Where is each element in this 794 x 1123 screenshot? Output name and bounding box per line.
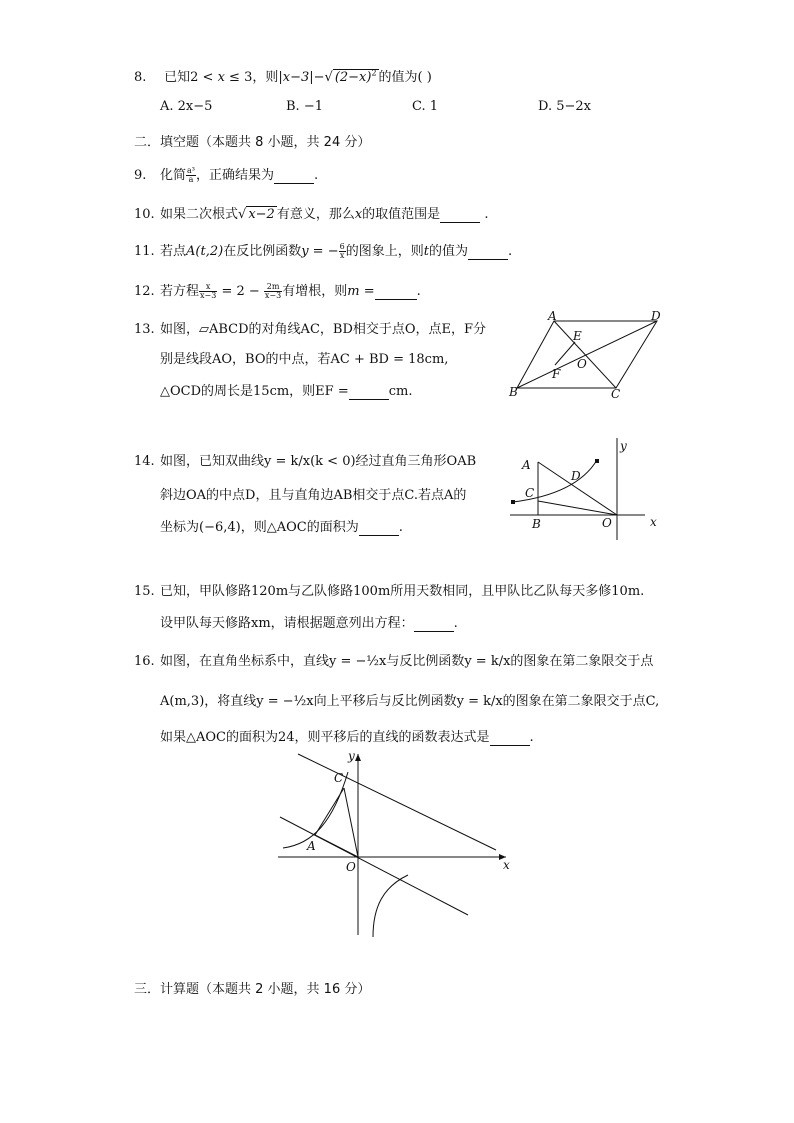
question-number: 15. (134, 584, 155, 599)
line-through-origin (280, 817, 468, 915)
answer-blank[interactable] (468, 244, 508, 260)
question-16-line-2: A(m,3)，将直线y = −½x向上平移后与反比例函数y = k/x的图象在第二象限交于点C, (160, 694, 660, 709)
answer-blank[interactable] (349, 384, 389, 400)
answer-blank[interactable] (274, 168, 314, 184)
option-c: C. 1 (412, 99, 439, 114)
question-9: 9. 化简 $\frac{\text{a³}}{a}$ ，正确结果为 . (134, 166, 319, 184)
question-12: 12. 若方程 $\frac{x}{x-3}$ = 2 − $\frac{2m}{x-3}$ 有增根，则m = . (134, 282, 421, 300)
question-16: 16. 如图，在直角坐标系中，直线y = −½x与反比例函数y = k/x的图象在第二象限交于点 (134, 654, 654, 669)
label-a: A (307, 839, 316, 853)
shifted-line (298, 754, 496, 850)
segment-oa (315, 835, 358, 857)
section-heading-calculation: 三．计算题（本题共 2 小题，共 16 分） (134, 982, 371, 997)
label-b: B (509, 385, 518, 399)
label-f: F (552, 367, 561, 381)
fraction: $\frac{\text{a³}}{a}$ (187, 166, 195, 184)
option-d: D. 5−2x (538, 99, 591, 114)
label-o: O (577, 357, 587, 371)
label-o: O (346, 860, 356, 874)
answer-blank[interactable] (440, 207, 480, 223)
label-y: y (620, 439, 627, 453)
label-a: A (548, 309, 557, 323)
label-d: D (651, 309, 661, 323)
answer-blank[interactable] (375, 284, 417, 300)
question-number: 11. (134, 244, 155, 259)
label-b: B (532, 517, 541, 531)
question-8 (134, 66, 432, 85)
diagonal-ac (554, 321, 616, 388)
question-13-line-2: 别是线段AO，BO的中点，若AC + BD = 18cm, (160, 352, 449, 367)
label-x: x (650, 515, 657, 529)
question-number: 8. (134, 70, 147, 85)
option-a: A. 2x−5 (160, 99, 213, 114)
question-stem: 已知2 < x ≤ 3，则|x−3|−√ $(2-x)^2$ 的值为( ) (164, 68, 432, 85)
curve-endpoint (595, 459, 599, 463)
label-c: C (334, 771, 344, 785)
segment-oc (344, 788, 358, 857)
answer-blank[interactable] (359, 520, 399, 536)
parallelogram-figure (505, 308, 665, 400)
question-number: 10. (134, 207, 155, 222)
hyperbola-branch-4th-quadrant (373, 875, 408, 937)
label-y: y (348, 749, 355, 763)
label-c: C (611, 387, 621, 401)
question-14-line-2: 斜边OA的中点D，且与直角边AB相交于点C.若点A的 (160, 488, 467, 503)
label-d: D (571, 469, 581, 483)
label-a: A (522, 458, 531, 472)
question-15-line-2: 设甲队每天修路xm，请根据题意列出方程： . (160, 616, 458, 631)
label-x: x (503, 858, 510, 872)
label-e: E (573, 329, 582, 343)
sqrt-expression: $(2-x)^2$ (334, 68, 377, 85)
question-number: 12. (134, 284, 155, 299)
curve-endpoint (511, 500, 515, 504)
question-13-line-3: △OCD的周长是15cm，则EF = cm. (160, 384, 413, 399)
section-heading-fill-in: 二．填空题（本题共 8 小题，共 24 分） (134, 135, 371, 150)
segment-oc (538, 501, 617, 515)
question-10: 10. 如果二次根式√ x−2 有意义，那么x的取值范围是 . (134, 207, 489, 222)
label-c: C (525, 486, 535, 500)
question-14: 14. 如图，已知双曲线y = k/x(k < 0)经过直角三角形OAB (134, 454, 477, 469)
answer-blank[interactable] (414, 616, 454, 632)
question-15: 15. 已知，甲队修路120m与乙队修路100m所用天数相同，且甲队比乙队每天多修10m. (134, 584, 645, 599)
question-13: 13. 如图，▱ABCD的对角线AC，BD相交于点O，点E，F分 (134, 322, 487, 337)
question-number: 16. (134, 654, 155, 669)
question-number: 14. (134, 454, 155, 469)
answer-blank[interactable] (490, 730, 530, 746)
hyperbola-triangle-figure (505, 438, 665, 543)
question-16-line-3: 如果△AOC的面积为24，则平移后的直线的函数表达式是 . (160, 730, 534, 745)
option-b: B. −1 (286, 99, 323, 114)
question-number: 13. (134, 322, 155, 337)
question-number: 9. (134, 168, 147, 183)
question-11: 11. 若点A(t,2)在反比例函数y = − $\frac{6}{x}$ 的图象上，则t的值为 . (134, 242, 513, 260)
question-14-line-3: 坐标为(−6,4)，则△AOC的面积为 . (160, 520, 403, 535)
label-o: O (602, 516, 612, 530)
coordinate-figure (278, 749, 518, 942)
